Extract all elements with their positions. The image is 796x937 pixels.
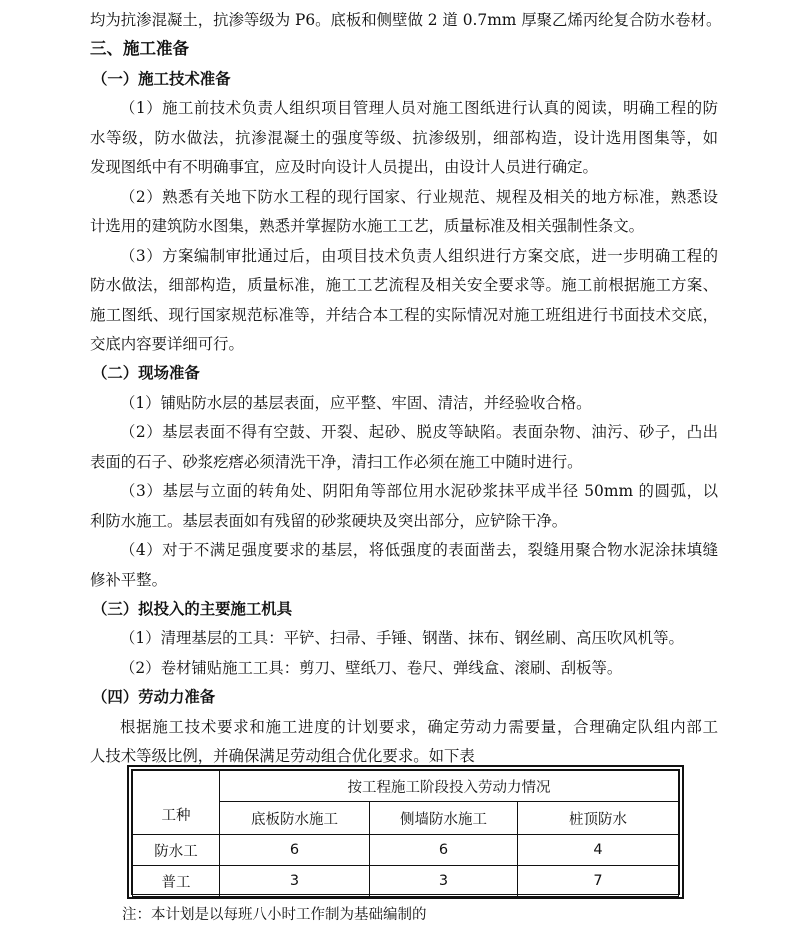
paragraph-line: 利防水施工。基层表面如有残留的砂浆硬块及突出部分，应铲除干净。 [90,512,568,530]
paragraph-line: （2）基层表面不得有空鼓、开裂、起砂、脱皮等缺陷。表面杂物、油污、砂子，凸出 [120,423,718,441]
paragraph-line: （1）铺贴防水层的基层表面，应平整、牢固、清洁，并经验收合格。 [120,394,592,412]
column-header-cell: 侧墙防水施工 [370,802,518,835]
subsection-heading: （四）劳动力准备 [92,688,216,706]
paragraph-line: 防水做法，细部构造，质量标准，施工工艺流程及相关安全要求等。施工前根据施工方案、 [90,276,718,294]
paragraph-line: （1）清理基层的工具：平铲、扫帚、手锤、钢凿、抹布、钢丝刷、高压吹风机等。 [120,629,684,647]
paragraph-line: 均为抗渗混凝土，抗渗等级为 P6。底板和侧壁做 2 道 0.7mm 厚聚乙烯丙纶复合防水卷材。 [90,11,722,29]
paragraph-line: 计选用的建筑防水图集，熟悉并掌握防水施工工艺，质量标准及相关强制性条文。 [90,217,645,235]
subsection-heading: （三）拟投入的主要施工机具 [92,600,293,618]
column-header-cell: 桩顶防水 [518,802,679,835]
paragraph-line: （3）基层与立面的转角处、阴阳角等部位用水泥砂浆抹平成半径 50mm 的圆弧，以 [120,482,718,500]
paragraph-line: 人技术等级比例，并确保满足劳动组合优化要求。如下表 [90,747,475,765]
paragraph-line: 根据施工技术要求和施工进度的计划要求，确定劳动力需要量，合理确定队组内部工 [120,718,718,736]
trade-cell: 普工 [133,866,220,897]
paragraph-line: （2）卷材铺贴施工工具：剪刀、壁纸刀、卷尺、弹线盒、滚刷、刮板等。 [120,659,623,677]
labor-table [127,765,684,899]
column-header-cell: 底板防水施工 [220,802,370,835]
value-cell: 3 [220,866,370,897]
paragraph-line: （2）熟悉有关地下防水工程的现行国家、行业规范、规程及相关的地方标准，熟悉设 [120,188,718,206]
subsection-heading: （二）现场准备 [92,364,200,382]
paragraph-line: 水等级，防水做法，抗渗混凝土的强度等级、抗渗级别，细部构造，设计选用图集等，如 [90,129,718,147]
paragraph-line: 交底内容要详细可行。 [90,335,244,353]
table-row [133,866,679,897]
paragraph-line: （3）方案编制审批通过后，由项目技术负责人组织进行方案交底，进一步明确工程的 [120,247,718,265]
value-cell: 4 [518,835,679,866]
row-header-cell: 工种 [133,771,220,835]
table-note: 注：本计划是以每班八小时工作制为基础编制的 [122,907,427,923]
value-cell: 3 [370,866,518,897]
section-heading: 三、施工准备 [90,39,189,58]
paragraph-line: （1）施工前技术负责人组织项目管理人员对施工图纸进行认真的阅读，明确工程的防 [120,99,718,117]
paragraph-line: 表面的石子、砂浆疙瘩必须清洗干净，清扫工作必须在施工中随时进行。 [90,453,583,471]
value-cell: 6 [220,835,370,866]
paragraph-line: （4）对于不满足强度要求的基层，将低强度的表面凿去，裂缝用聚合物水泥涂抹填缝 [120,541,718,559]
table-row [133,835,679,866]
paragraph-line: 修补平整。 [90,571,167,589]
subsection-heading: （一）施工技术准备 [92,70,231,88]
value-cell: 7 [518,866,679,897]
trade-cell: 防水工 [133,835,220,866]
paragraph-line: 发现图纸中有不明确事宜，应及时向设计人员提出，由设计人员进行确定。 [90,158,598,176]
paragraph-line: 施工图纸、现行国家规范标准等，并结合本工程的实际情况对施工班组进行书面技术交底， [90,306,718,324]
value-cell: 6 [370,835,518,866]
group-header-cell: 按工程施工阶段投入劳动力情况 [220,771,679,802]
